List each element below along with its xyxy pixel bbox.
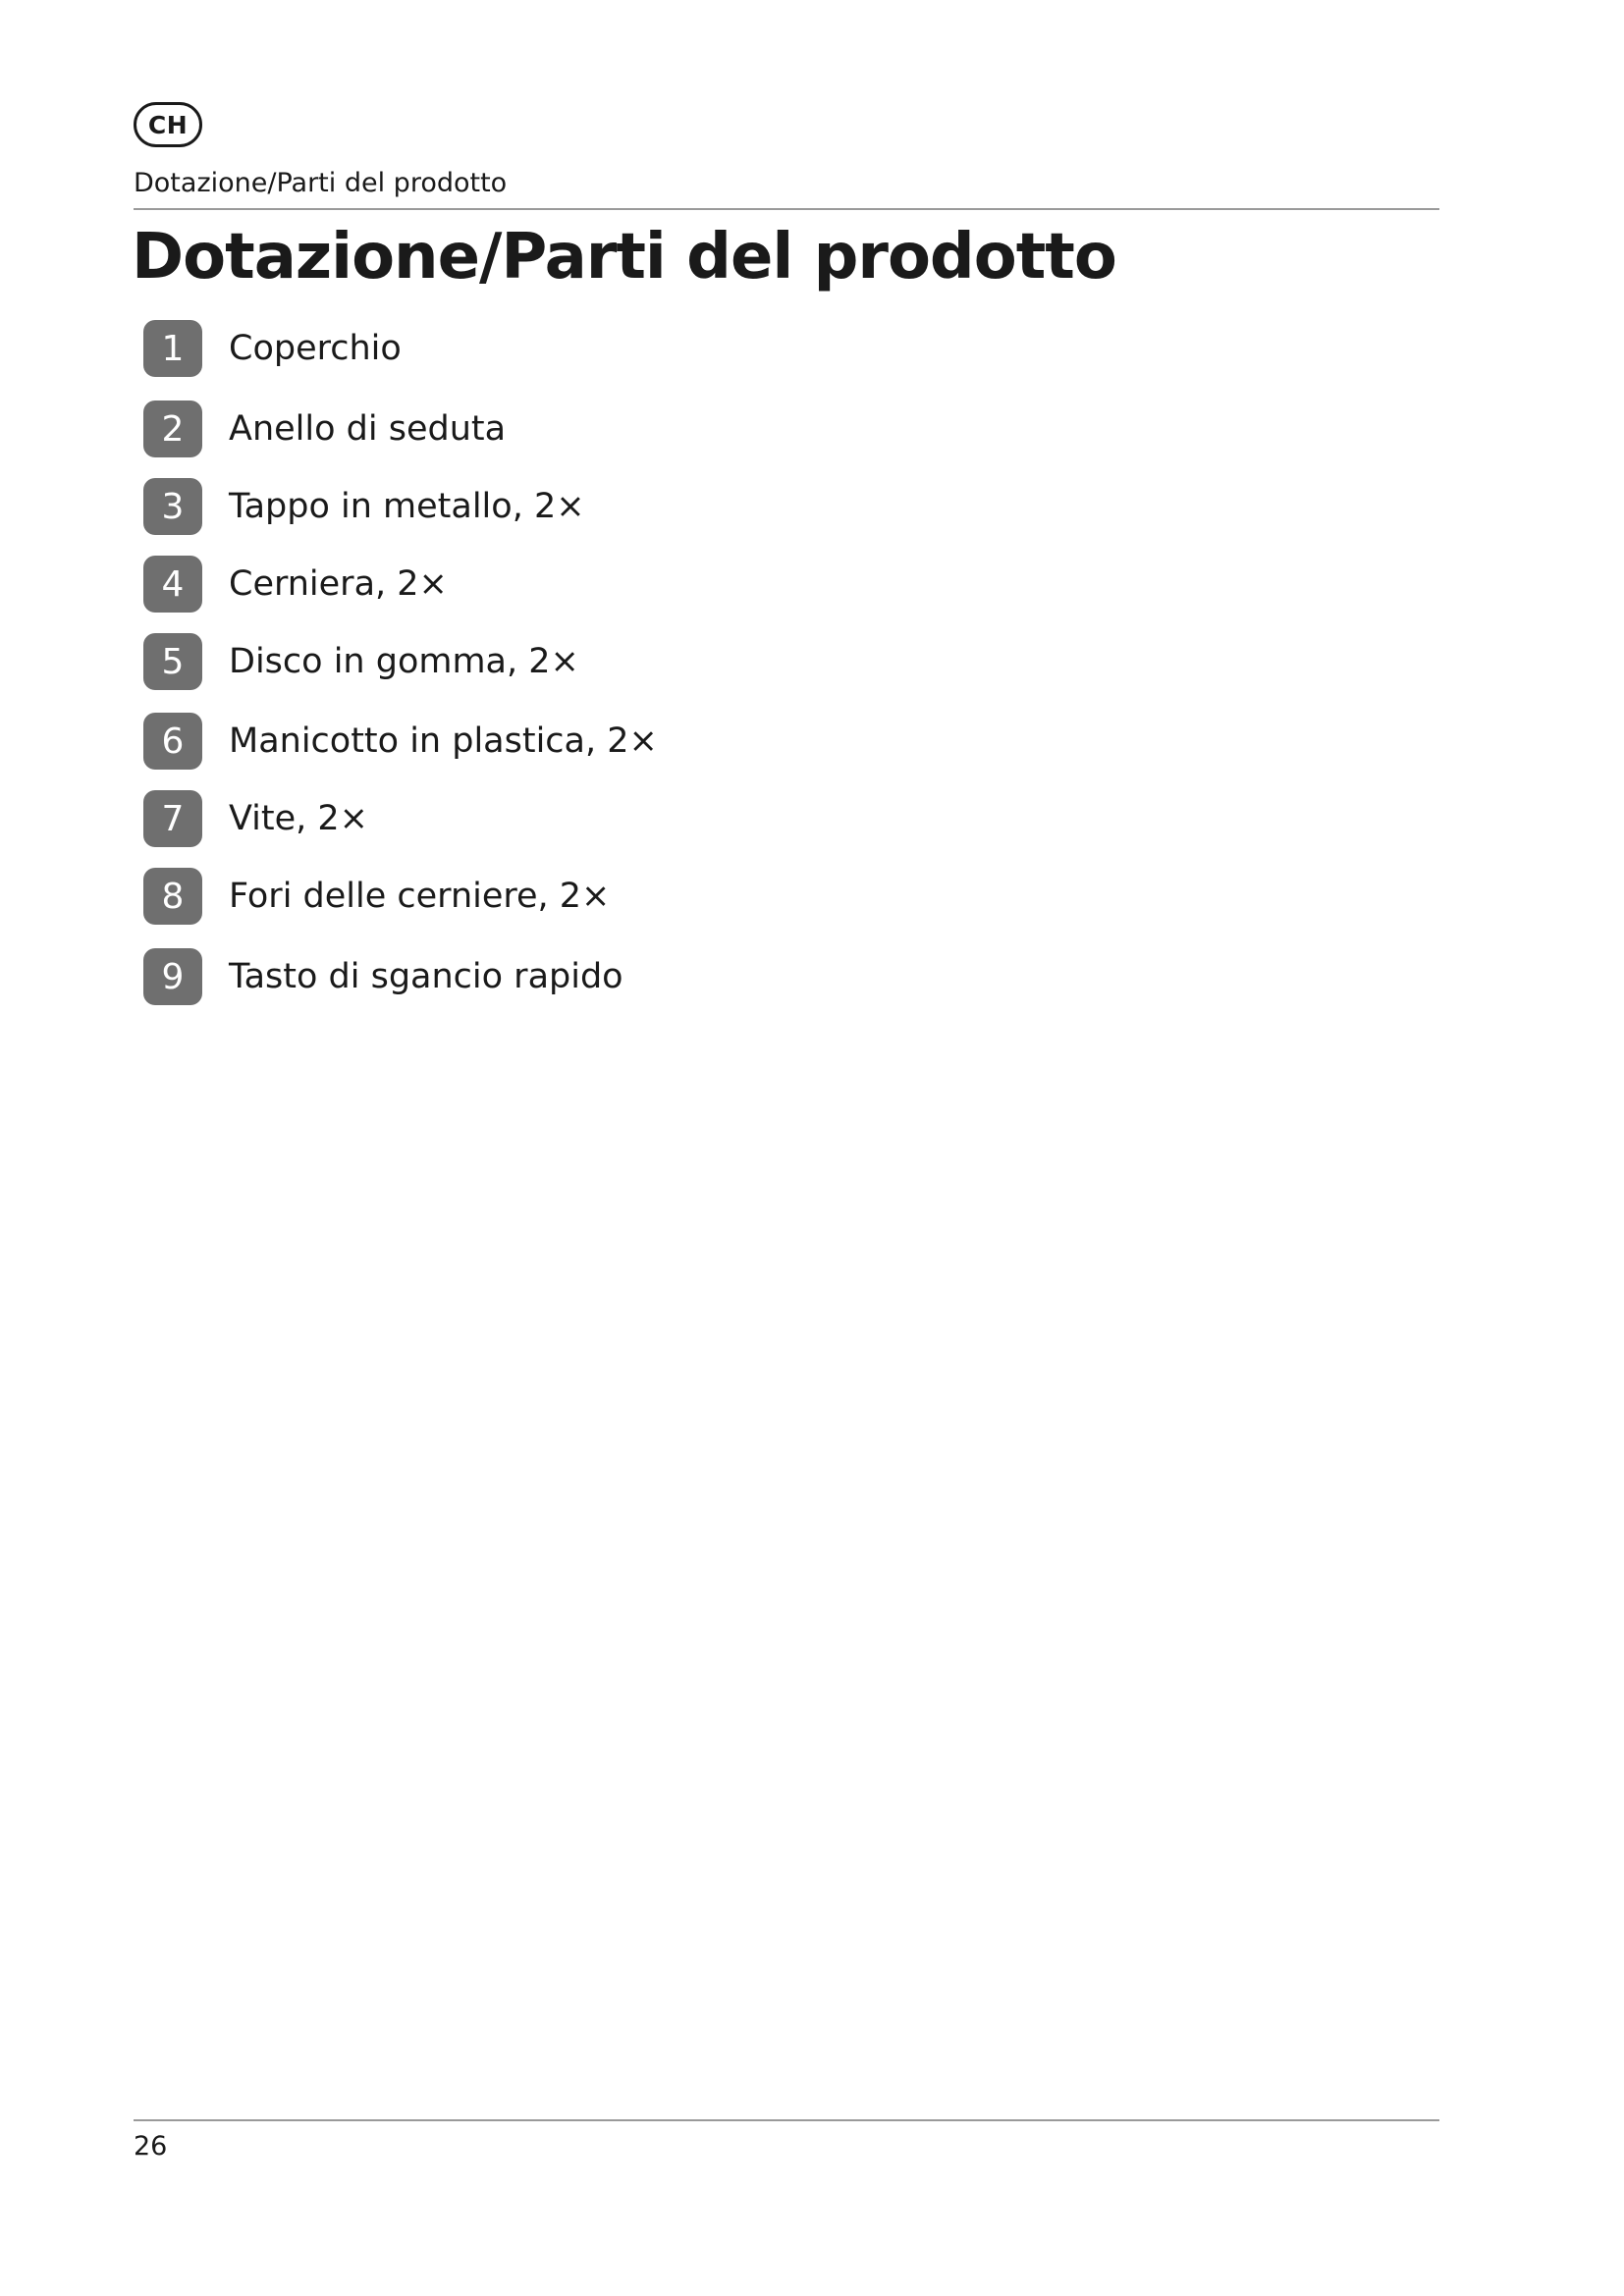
part-number-badge: 2 xyxy=(143,400,202,457)
part-number-badge: 1 xyxy=(143,320,202,377)
part-label: Tasto di sgancio rapido xyxy=(229,957,623,996)
part-label: Coperchio xyxy=(229,329,402,368)
list-item xyxy=(143,477,585,536)
part-number-badge: 5 xyxy=(143,633,202,690)
part-number-badge: 7 xyxy=(143,790,202,847)
part-label: Manicotto in plastica, 2× xyxy=(229,721,658,761)
part-label: Fori delle cerniere, 2× xyxy=(229,877,611,916)
part-number-badge: 4 xyxy=(143,556,202,613)
list-item xyxy=(143,400,506,458)
list-item xyxy=(143,947,623,1006)
list-item xyxy=(143,555,448,614)
header-divider xyxy=(134,208,1439,210)
part-label: Anello di seduta xyxy=(229,409,507,449)
part-label: Tappo in metallo, 2× xyxy=(229,487,585,526)
page-title: Dotazione/Parti del prodotto xyxy=(132,221,1116,294)
part-number-badge: 6 xyxy=(143,713,202,770)
list-item xyxy=(143,319,402,378)
list-item xyxy=(143,712,658,771)
footer-divider xyxy=(134,2119,1439,2121)
list-item xyxy=(143,632,579,691)
part-number-badge: 3 xyxy=(143,478,202,535)
part-label: Vite, 2× xyxy=(229,799,368,838)
part-label: Cerniera, 2× xyxy=(229,564,448,604)
list-item xyxy=(143,789,368,848)
running-head: Dotazione/Parti del prodotto xyxy=(134,168,508,198)
country-code-badge: CH xyxy=(134,102,202,147)
part-number-badge: 9 xyxy=(143,948,202,1005)
part-number-badge: 8 xyxy=(143,868,202,925)
part-label: Disco in gomma, 2× xyxy=(229,642,579,681)
list-item xyxy=(143,867,610,926)
page-number: 26 xyxy=(134,2131,168,2162)
